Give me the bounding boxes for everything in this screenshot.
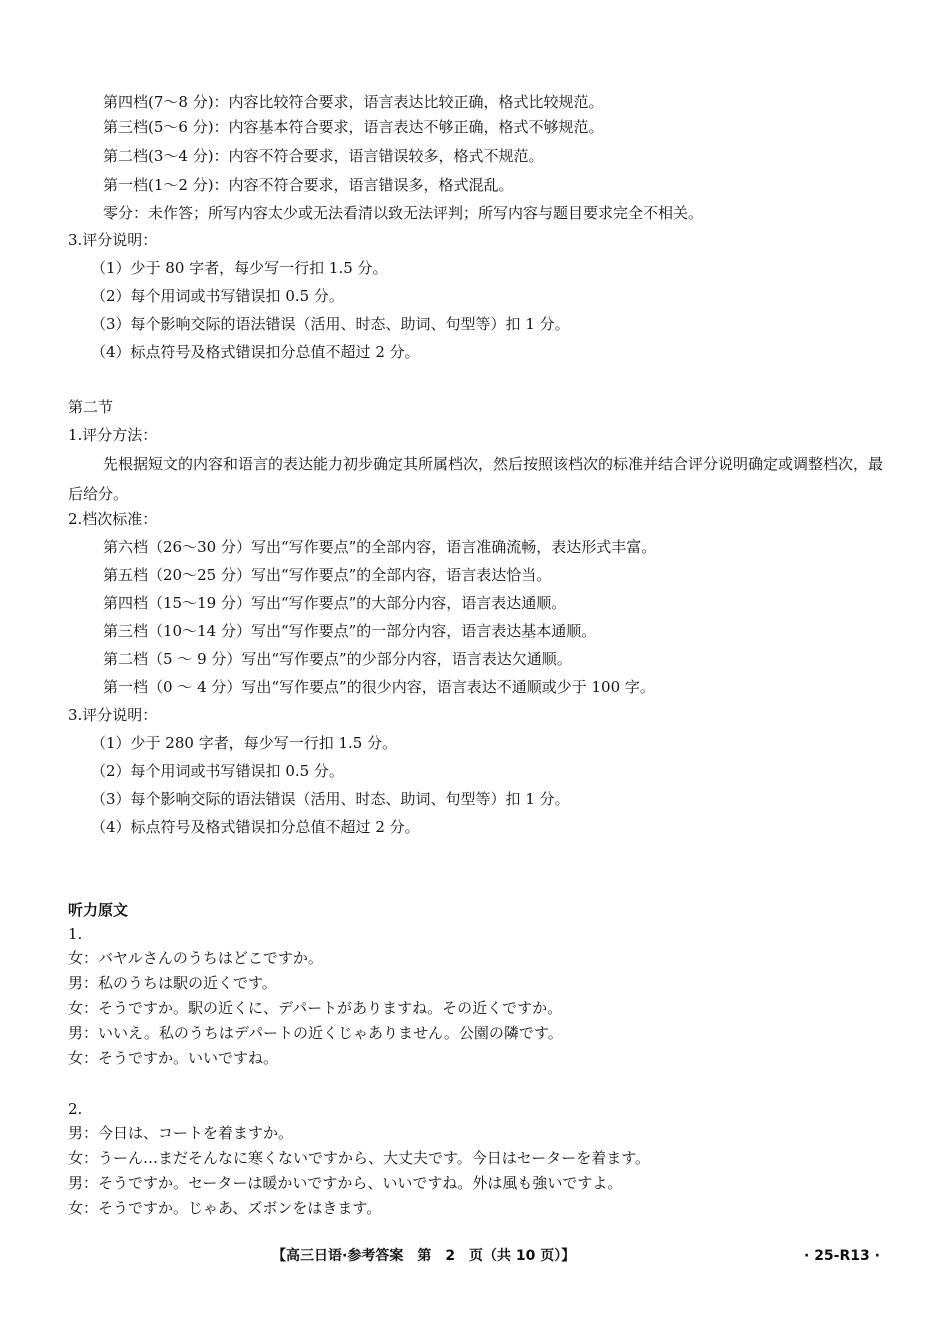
grade-line: 第三档(5～6 分)：内容基本符合要求，语言表达不够正确，格式不够规范。: [103, 118, 604, 136]
grade-line: 第四档（15～19 分）写出“写作要点”的大部分内容，语言表达通顺。: [103, 594, 567, 612]
grade-line: 第二档(3～4 分)：内容不符合要求，语言错误较多，格式不规范。: [103, 147, 544, 165]
section2-method-text: 先根据短文的内容和语言的表达能力初步确定其所属档次，然后按照该档次的标准并结合评分说明确定或调整档次，最后给分。: [68, 455, 884, 503]
section2-grades-title: 2.档次标准：: [68, 510, 158, 528]
dialogue-line: 女：そうですか。いいですね。: [68, 1049, 279, 1067]
dialogue-line: 女：バヤルさんのうちはどこですか。: [68, 949, 323, 967]
grade-line: 第四档(7～8 分)：内容比较符合要求，语言表达比较正确，格式比较规范。: [103, 93, 604, 111]
grade-line: 第二档（5 ～ 9 分）写出“写作要点”的少部分内容，语言表达欠通顺。: [103, 650, 572, 668]
dialogue-line: 女：うーん…まだそんなに寒くないですから、大丈夫です。今日はセーターを着ます。: [68, 1149, 651, 1167]
dialogue-line: 女：そうですか。駅の近くに、デパートがありますね。その近くですか。: [68, 999, 563, 1017]
note-line: （3）每个影响交际的语法错误（活用、时态、助词、句型等）扣 1 分。: [91, 315, 570, 333]
note-line: （2）每个用词或书写错误扣 0.5 分。: [91, 762, 344, 780]
page-footer: 【高三日语·参考答案 第 2 页（共 10 页）】: [272, 1248, 576, 1264]
dialogue-line: 男：そうですか。セーターは暖かいですから、いいですね。外は風も強いですよ。: [68, 1174, 623, 1192]
dialogue-line: 女：そうですか。じゃあ、ズボンをはきます。: [68, 1199, 382, 1217]
dialogue-line: 男：私のうちは駅の近くです。: [68, 974, 277, 992]
note-line: （1）少于 80 字者，每少写一行扣 1.5 分。: [91, 259, 388, 277]
section2-notes-title: 3.评分说明：: [68, 706, 158, 724]
zero-score-line: 零分：未作答；所写内容太少或无法看清以致无法评判；所写内容与题目要求完全不相关。: [103, 204, 704, 222]
section2-title: 第二节: [68, 398, 114, 416]
note-line: （4）标点符号及格式错误扣分总值不超过 2 分。: [91, 343, 420, 361]
dialogue-line: 男：今日は、コートを着ますか。: [68, 1124, 294, 1142]
grade-line: 第五档（20～25 分）写出“写作要点”的全部内容，语言表达恰当。: [103, 566, 552, 584]
note-line: （2）每个用词或书写错误扣 0.5 分。: [91, 287, 344, 305]
section2-method-title: 1.评分方法：: [68, 426, 158, 444]
dialogue-line: 男：いいえ。私のうちはデパートの近くじゃありません。公園の隣です。: [68, 1024, 563, 1042]
dialogue-number: 1.: [68, 925, 83, 943]
grade-line: 第六档（26～30 分）写出“写作要点”的全部内容，语言准确流畅，表达形式丰富。: [103, 538, 657, 556]
grade-line: 第一档(1～2 分)：内容不符合要求，语言错误多，格式混乱。: [103, 176, 514, 194]
listening-title: 听力原文: [68, 901, 129, 919]
grade-line: 第三档（10～14 分）写出“写作要点”的一部分内容，语言表达基本通顺。: [103, 622, 597, 640]
note-line: （1）少于 280 字者，每少写一行扣 1.5 分。: [91, 734, 398, 752]
grade-line: 第一档（0 ～ 4 分）写出“写作要点”的很少内容，语言表达不通顺或少于 100 字。: [103, 678, 655, 696]
section1-notes-title: 3.评分说明：: [68, 231, 158, 249]
note-line: （3）每个影响交际的语法错误（活用、时态、助词、句型等）扣 1 分。: [91, 790, 570, 808]
note-line: （4）标点符号及格式错误扣分总值不超过 2 分。: [91, 818, 420, 836]
dialogue-number: 2.: [68, 1100, 83, 1118]
document-code: · 25-R13 ·: [804, 1248, 880, 1264]
